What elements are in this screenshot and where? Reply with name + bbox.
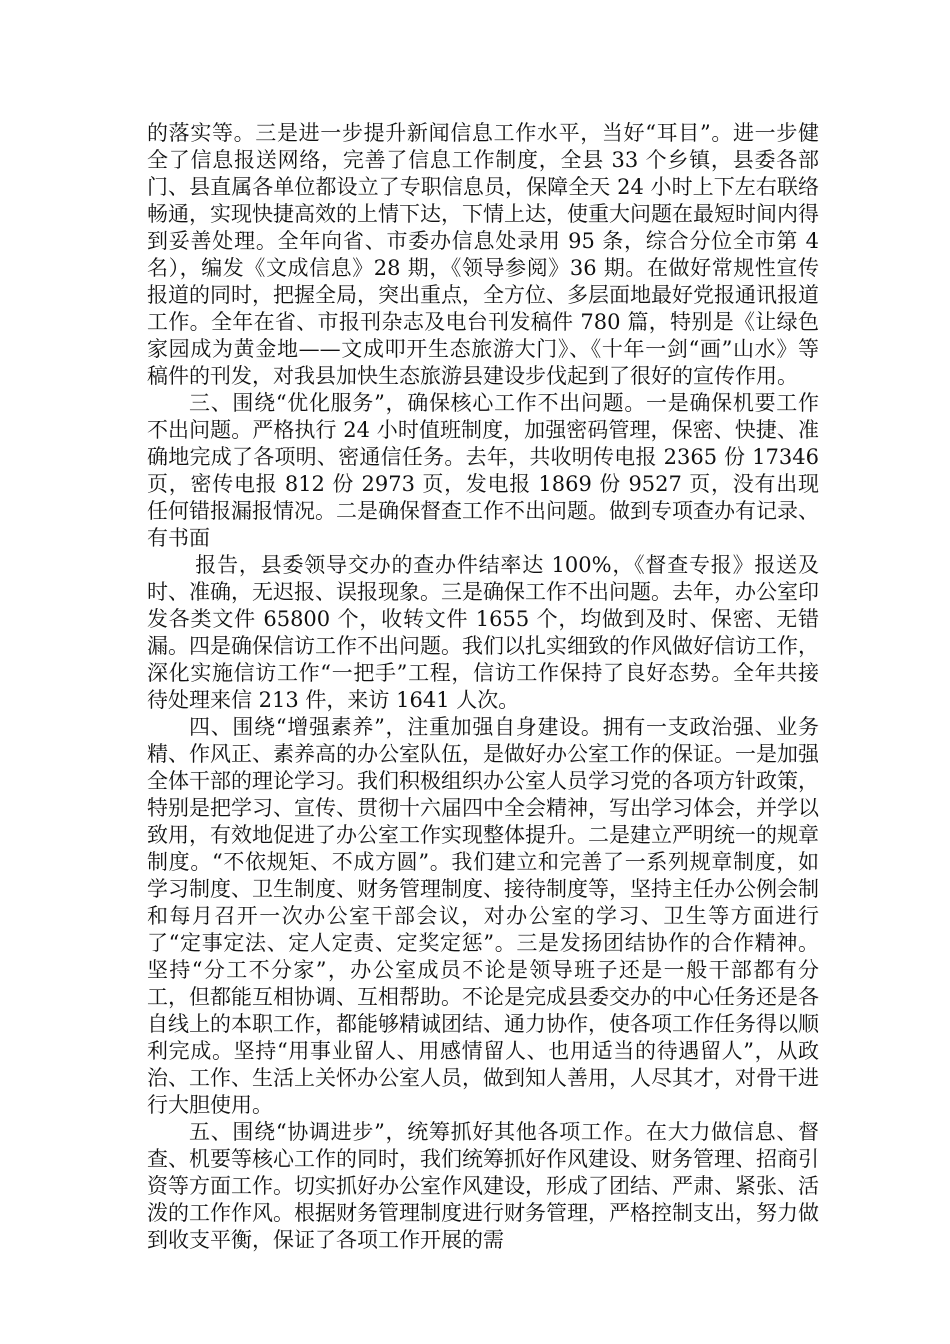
paragraph-optimize-service: 三、围绕“优化服务”，确保核心工作不出问题。一是确保机要工作不出问题。严格执行 24 小时值班制度，加强密码管理，保密、快捷、准确地完成了各项明、密通信任务。去年，共收明传电报 2365 份 17346 页，密传电报 812 份 2973 页，发电报 1869 份 9527 页，没有出现任何错报漏报情况。二是确保督查工作不出问题。做到专项查办有记录、有书面 <box>147 391 819 550</box>
paragraph-coordination: 五、围绕“协调进步”，统筹抓好其他各项工作。在大力做信息、督查、机要等核心工作的同时，我们统筹抓好作风建设、财务管理、招商引资等方面工作。切实抓好办公室作风建设，形成了团结、严肃、紧张、活泼的工作作风。根据财务管理制度进行财务管理，严格控制支出，努力做到收支平衡，保证了各项工作开展的需 <box>147 1120 819 1252</box>
document-page <box>147 120 819 1254</box>
paragraph-self-building: 四、围绕“增强素养”，注重加强自身建设。拥有一支政治强、业务精、作风正、素养高的办公室队伍，是做好办公室工作的保证。一是加强全体干部的理论学习。我们积极组织办公室人员学习党的各项方针政策，特别是把学习、宣传、贯彻十六届四中全会精神，写出学习体会，并学以致用，有效地促进了办公室工作实现整体提升。二是建立严明统一的规章制度。“不依规矩、不成方圆”。我们建立和完善了一系列规章制度，如学习制度、卫生制度、财务管理制度、接待制度等，坚持主任办公例会制和每月召开一次办公室干部会议，对办公室的学习、卫生等方面进行了“定事定法、定人定责、定奖定惩”。三是发扬团结协作的合作精神。坚持“分工不分家”，办公室成员不论是领导班子还是一般干部都有分工，但都能互相协调、互相帮助。不论是完成县委交办的中心任务还是各自线上的本职工作，都能够精诚团结、通力协作，使各项工作任务得以顺利完成。坚持“用事业留人、用感情留人、也用适当的待遇留人”，从政治、工作、生活上关怀办公室人员，做到知人善用，人尽其才，对骨干进行大胆使用。 <box>147 715 819 1117</box>
paragraph-news-info: 的落实等。三是进一步提升新闻信息工作水平，当好“耳目”。进一步健全了信息报送网络，完善了信息工作制度，全县 33 个乡镇，县委各部门、县直属各单位都设立了专职信息员，保障全天 24 小时上下左右联络畅通，实现快捷高效的上情下达，下情上达，使重大问题在最短时间内得到妥善处理。全年向省、市委办信息处录用 95 条，综合分位全市第 4 名），编发《文成信息》28 期，《领导参阅》36 期。在做好常规性宣传报道的同时，把握全局，突出重点，全方位、多层面地最好党报通讯报道工作。全年在省、市报刊杂志及电台刊发稿件 780 篇，特别是《让绿色家园成为黄金地——文成叩开生态旅游大门》、《十年一剑“画”山水》等稿件的刊发，对我县加快生态旅游县建设步伐起到了很好的宣传作用。 <box>147 121 819 388</box>
paragraph-supervision-report: 报告，县委领导交办的查办件结率达 100%，《督查专报》报送及时、准确，无迟报、误报现象。三是确保工作不出问题。去年，办公室印发各类文件 65800 个，收转文件 1655 个，均做到及时、保密、无错漏。四是确保信访工作不出问题。我们以扎实细致的作风做好信访工作，深化实施信访工作“一把手”工程，信访工作保持了良好态势。全年共接待处理来信 213 件，来访 1641 人次。 <box>147 553 819 712</box>
